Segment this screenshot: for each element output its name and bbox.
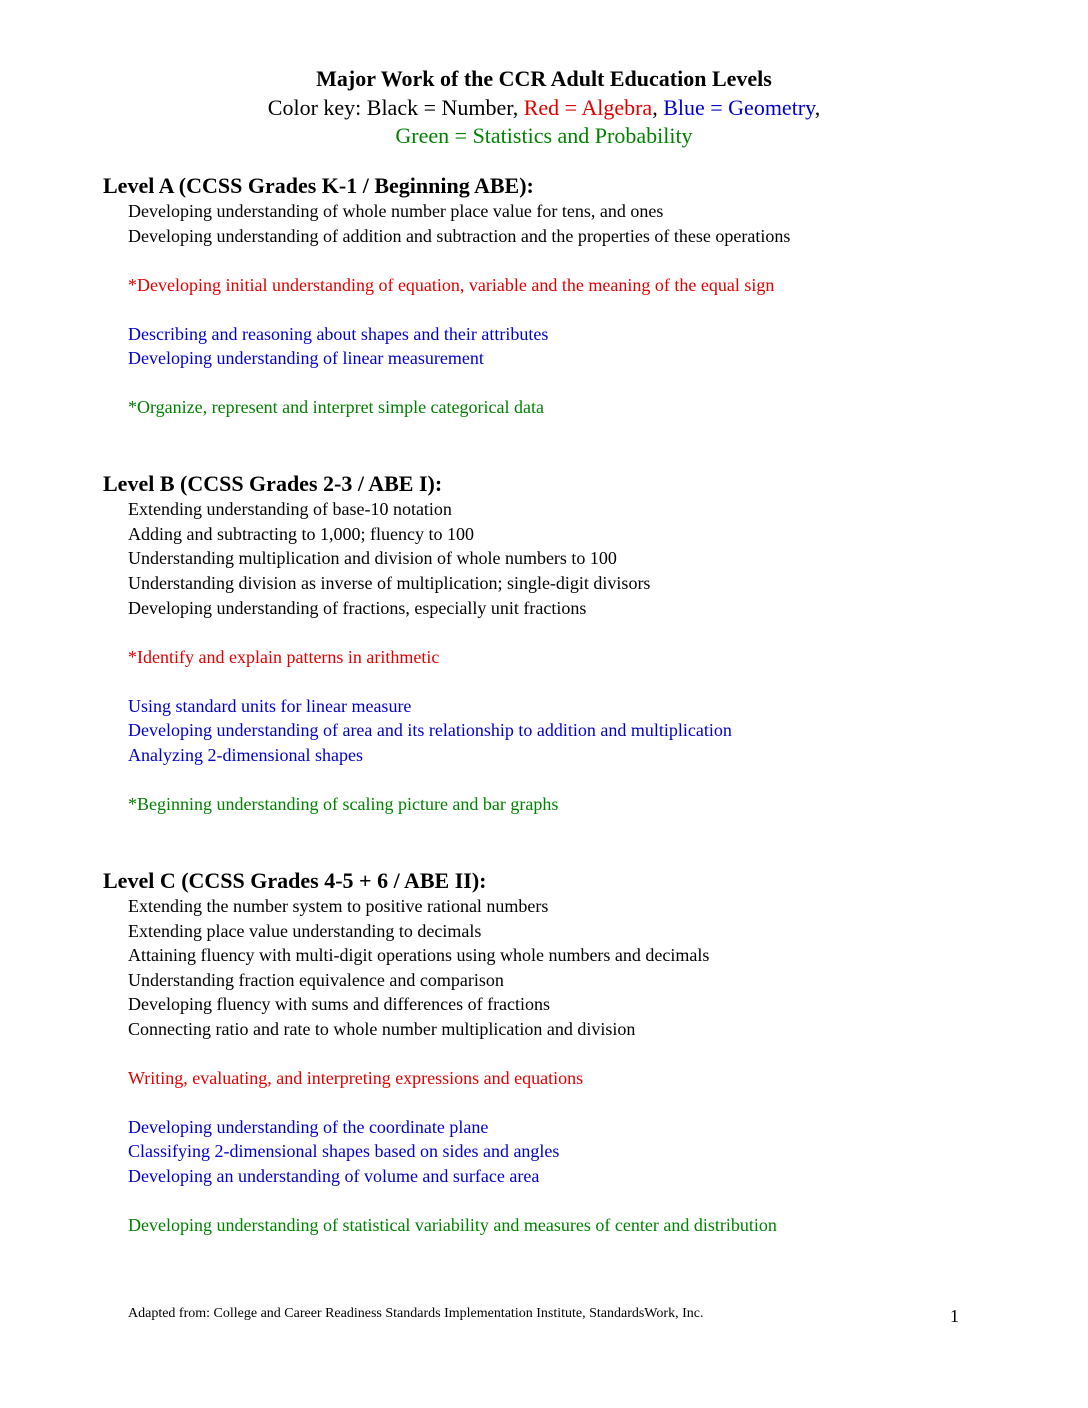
color-key-line-1 [0,93,1088,123]
level-c-geometry-item: Classifying 2-dimensional shapes based on sides and angles [128,1141,560,1161]
level-c-statistics-item: Developing understanding of statistical variability and measures of center and distribution [128,1215,777,1235]
page-number: 1 [950,1306,959,1326]
level-c-geometry-item: Developing understanding of the coordinate plane [128,1117,489,1137]
level-b-number-item: Adding and subtracting to 1,000; fluency to 100 [128,524,474,544]
color-key-algebra: Red = Algebra [523,95,653,120]
level-a-number-item: Developing understanding of addition and subtraction and the properties of these operations [128,226,791,246]
level-b-geometry-item: Developing understanding of area and its relationship to addition and multiplication [128,720,732,740]
color-key-statistics: Green = Statistics and Probability [395,123,693,148]
level-b-heading: Level B (CCSS Grades 2-3 / ABE I): [103,471,443,496]
color-key-number: Color key: Black = Number, [267,95,524,120]
level-c-number-item: Understanding fraction equivalence and comparison [128,970,504,990]
level-a-geometry-item: Describing and reasoning about shapes and their attributes [128,324,549,344]
level-a-heading: Level A (CCSS Grades K-1 / Beginning ABE): [103,173,534,198]
color-key-separator: , [652,95,664,120]
level-c-number-item: Extending the number system to positive rational numbers [128,896,549,916]
color-key-separator-2: , [814,95,821,120]
level-c-number-item: Developing fluency with sums and differences of fractions [128,994,551,1014]
level-b-number-item: Understanding multiplication and division of whole numbers to 100 [128,548,617,568]
level-b-number-item: Extending understanding of base-10 notation [128,499,452,519]
level-b-geometry-item: Using standard units for linear measure [128,696,412,716]
level-a-statistics-item: *Organize, represent and interpret simple categorical data [128,397,544,417]
level-b-geometry-item: Analyzing 2-dimensional shapes [128,745,363,765]
level-a-algebra-item: *Developing initial understanding of equation, variable and the meaning of the equal sign [128,275,775,295]
level-b-number-item: Developing understanding of fractions, especially unit fractions [128,598,587,618]
level-b-number-item: Understanding division as inverse of multiplication; single-digit divisors [128,573,651,593]
level-c-heading: Level C (CCSS Grades 4-5 + 6 / ABE II): [103,868,487,893]
page-title: Major Work of the CCR Adult Education Levels [316,66,772,91]
level-c-algebra-item: Writing, evaluating, and interpreting expressions and equations [128,1068,584,1088]
level-a-number-item: Developing understanding of whole number place value for tens, and ones [128,201,664,221]
level-b-statistics-item: *Beginning understanding of scaling picture and bar graphs [128,794,559,814]
color-key-geometry: Blue = Geometry [663,95,815,120]
level-c-number-item: Connecting ratio and rate to whole number multiplication and division [128,1019,636,1039]
level-b-algebra-item: *Identify and explain patterns in arithmetic [128,647,440,667]
level-c-number-item: Extending place value understanding to decimals [128,921,482,941]
level-c-number-item: Attaining fluency with multi-digit operations using whole numbers and decimals [128,945,710,965]
footer-source: Adapted from: College and Career Readiness Standards Implementation Institute, StandardsWork, Inc. [128,1306,704,1321]
level-a-geometry-item: Developing understanding of linear measurement [128,348,484,368]
level-c-geometry-item: Developing an understanding of volume and surface area [128,1166,540,1186]
